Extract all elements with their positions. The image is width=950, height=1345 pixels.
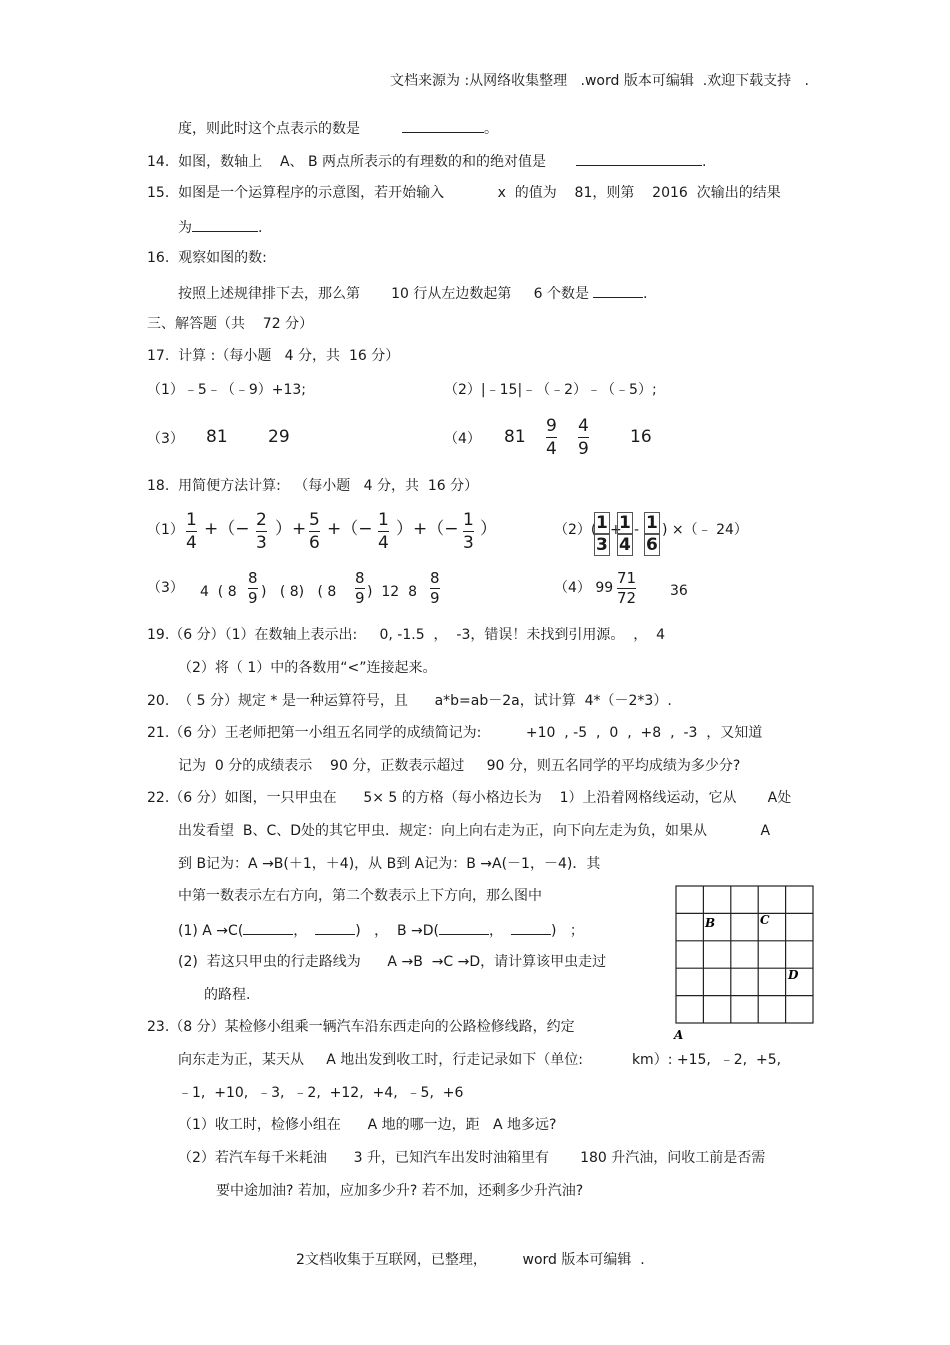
- fraction-8-9b: 8 9: [355, 569, 365, 607]
- fraction-71-72: 71 72: [617, 569, 637, 607]
- answer-blank: [439, 920, 489, 935]
- fraction-9-4: 9 4: [546, 416, 557, 459]
- fraction-2-3: 2 3: [256, 510, 267, 553]
- question-19-part2: （2）将（ 1）中的各数用“<”连接起来。: [178, 660, 437, 676]
- question-22-part2: (2) 若这只甲虫的行走路线为 A →B →C →D，请计算该甲虫走过: [178, 954, 607, 970]
- q17-part4-label: （4）: [444, 431, 481, 447]
- grid-label-c: C: [760, 913, 770, 927]
- answer-blank: [315, 920, 355, 935]
- question-22: 22.（6 分）如图，一只甲虫在 5× 5 的方格（每小格边长为 1）上沿着网格线运动，它从 A处: [147, 790, 792, 806]
- q18-part2-op3: ) ×（﹣ 24）: [662, 522, 748, 538]
- question-18: 18. 用简便方法计算: （每小题 4 分，共 16 分）: [147, 478, 479, 494]
- question-22-part1: (1) A →C( ， ) ， B →D( ， ) ；: [178, 920, 584, 940]
- grid-figure: [672, 884, 818, 1042]
- q18-part3-b: ) ( 8) ( 8: [261, 584, 337, 600]
- question-23-part2-line2: 要中途加油? 若加，应加多少升? 若不加，还剩多少升汽油?: [216, 1183, 584, 1199]
- q17-part3-num2: 29: [268, 427, 290, 447]
- question-15: 15. 如图是一个运算程序的示意图，若开始输入 x 的值为 81，则第 2016 次输出的结果: [147, 185, 781, 201]
- fraction-1-4b: 1 4: [378, 510, 389, 553]
- q18-part3-a: 4 ( 8: [200, 584, 237, 600]
- answer-blank: [243, 920, 293, 935]
- fraction-1-3: 1 3: [463, 510, 474, 553]
- question-22-part2-line2: 的路程.: [204, 987, 251, 1003]
- q18-part1-op5: ）: [480, 519, 497, 539]
- question-23-part1: （1）收工时，检修小组在 A 地的哪一边，距 A 地多远?: [178, 1117, 557, 1133]
- answer-blank: [402, 118, 484, 133]
- question-22-line4: 中第一数表示左右方向，第二个数表示上下方向，那么图中: [178, 888, 542, 904]
- fraction-1-3-boxed: $\frac{1}{3}$: [596, 513, 608, 555]
- answer-blank: [576, 151, 702, 166]
- question-23: 23.（8 分）某检修小组乘一辆汽车沿东西走向的公路检修线路，约定: [147, 1019, 575, 1035]
- question-17: 17. 计算 :（每小题 4 分，共 16 分）: [147, 348, 400, 364]
- q17-part3-num1: 81: [206, 427, 228, 447]
- question-22-line3: 到 B记为：A →B(＋1，＋4)，从 B到 A记为：B →A(－1，－4)．其: [178, 856, 601, 872]
- fraction-1-6-boxed: $\frac{1}{6}$: [646, 513, 658, 555]
- q18-part2-op1: +: [610, 522, 622, 538]
- question-23-line2: 向东走为正，某天从 A 地出发到收工时，行走记录如下（单位: km）: +15, ﹣2, +5,: [178, 1052, 782, 1068]
- q18-part3-label: （3）: [147, 580, 184, 596]
- question-21-line2: 记为 0 分的成绩表示 90 分，正数表示超过 90 分，则五名同学的平均成绩为多少分?: [178, 758, 741, 774]
- question-20: 20. （ 5 分）规定 * 是一种运算符号，且 a*b=ab－2a，试计算 4*（－2*3）.: [147, 693, 672, 709]
- q18-part2-label: （2）(: [554, 522, 597, 538]
- question-22-line2: 出发看望 B、C、D处的其它甲虫．规定：向上向右走为正，向下向左走为负，如果从 A: [178, 823, 771, 839]
- fraction-8-9c: 8 9: [430, 569, 440, 607]
- q18-part1-op2: ）+: [275, 519, 307, 539]
- q18-part1-label: （1）: [147, 522, 184, 538]
- grid-label-b: B: [705, 916, 716, 930]
- q18-part1-op3: +（−: [327, 519, 373, 539]
- q18-part4-num: 36: [670, 583, 688, 599]
- question-21: 21.（6 分）王老师把第一小组五名同学的成绩简记为: +10 , -5 , 0 , +8 , -3 ，又知道: [147, 725, 763, 741]
- question-16: 16. 观察如图的数:: [147, 250, 267, 266]
- fraction-1-4-boxed: $\frac{1}{4}$: [619, 513, 631, 555]
- question-15-line2: 为 .: [178, 217, 262, 237]
- q17-part4-num1: 81: [504, 427, 526, 447]
- q18-part1-op1: +（−: [204, 519, 250, 539]
- q18-part4-label: （4） 99: [554, 580, 614, 596]
- q17-part1: （1）﹣5﹣（﹣9）+13;: [147, 382, 306, 398]
- fraction-5-6: 5 6: [309, 510, 320, 553]
- q18-part2-op2: -: [634, 522, 640, 538]
- q17-part3-label: （3）: [147, 431, 184, 447]
- q18-part3-c: ) 12 8: [367, 584, 417, 600]
- fraction-8-9: 8 9: [248, 569, 258, 607]
- answer-blank: [192, 217, 258, 232]
- fraction-4-9: 4 9: [578, 416, 589, 459]
- grid-label-a: A: [674, 1028, 684, 1042]
- q17-part4-num2: 16: [630, 427, 652, 447]
- question-23-part2: （2）若汽车每千米耗油 3 升，已知汽车出发时油箱里有 180 升汽油，问收工前是否需: [178, 1150, 766, 1166]
- grid-label-d: D: [788, 968, 799, 982]
- answer-blank: [511, 920, 551, 935]
- fraction-1-4: 1 4: [186, 510, 197, 553]
- question-19: 19.（6 分）（1）在数轴上表示出: 0, -1.5 ， -3，错误！未找到引用源。 ， 4: [147, 627, 666, 643]
- page-footer: 2文档收集于互联网，已整理， word 版本可编辑 .: [296, 1252, 645, 1268]
- answer-blank: [593, 283, 643, 298]
- question-23-line3: ﹣1, +10, ﹣3, ﹣2, +12, +4, ﹣5, +6: [178, 1085, 464, 1101]
- q13-continuation: 度，则此时这个点表示的数是 。: [178, 118, 498, 138]
- page-header: 文档来源为 :从网络收集整理 .word 版本可编辑 .欢迎下载支持 .: [390, 73, 809, 89]
- question-16-line2: 按照上述规律排下去，那么第 10 行从左边数起第 6 个数是 .: [178, 283, 647, 303]
- question-14: 14. 如图，数轴上 A、 B 两点所表示的有理数的和的绝对值是 .: [147, 151, 707, 171]
- section-3-heading: 三、解答题（共 72 分）: [147, 316, 314, 332]
- q18-part1-op4: ）+（−: [396, 519, 459, 539]
- q17-part2: （2）|﹣15|﹣（﹣2）﹣（﹣5）;: [444, 382, 657, 398]
